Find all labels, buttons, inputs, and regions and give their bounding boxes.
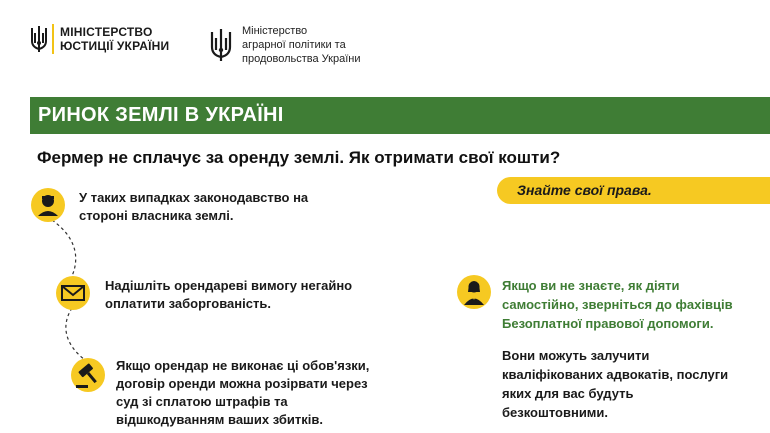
rights-pill-text: Знайте свої права. bbox=[517, 182, 652, 198]
right-black-line4: безкоштовними. bbox=[502, 405, 609, 420]
lawyers-info-text bbox=[502, 346, 762, 422]
logo1-line2: ЮСТИЦІЇ УКРАЇНИ bbox=[60, 39, 170, 53]
person-icon bbox=[30, 187, 66, 223]
ministry-of-agrarian-policy-logo bbox=[210, 24, 360, 66]
logo1-line1: МІНІСТЕРСТВО bbox=[60, 25, 153, 39]
right-black-line1: Вони можуть залучити bbox=[502, 348, 650, 363]
lawyer-icon bbox=[456, 274, 492, 310]
right-green-line3: Безоплатної правової допомоги. bbox=[502, 316, 714, 331]
right-green-line1: Якщо ви не знаєте, як діяти bbox=[502, 278, 680, 293]
envelope-icon bbox=[55, 275, 91, 311]
question-heading: Фермер не сплачує за оренду землі. Як отримати свої кошти? bbox=[37, 148, 561, 167]
step-3-line4: відшкодуванням ваших збитків. bbox=[116, 412, 323, 427]
step-3-line1: Якщо орендар не виконає ці обов'язки, bbox=[116, 358, 370, 373]
ministry-of-agrarian-policy-name bbox=[242, 24, 360, 66]
step-3-line2: договір оренди можна розірвати через bbox=[116, 376, 368, 391]
trident-icon bbox=[210, 28, 232, 62]
logo2-line3: продовольства України bbox=[242, 53, 361, 65]
step-3-text bbox=[116, 357, 406, 429]
right-green-line2: самостійно, зверніться до фахівців bbox=[502, 297, 733, 312]
step-1-text bbox=[79, 189, 349, 225]
free-legal-aid-text bbox=[502, 276, 762, 333]
rights-pill bbox=[497, 177, 770, 204]
step-2-line1: Надішліть орендареві вимогу негайно bbox=[105, 278, 353, 293]
logo2-line2: аграрної політики та bbox=[242, 39, 346, 51]
step-2-line2: оплатити заборгованість. bbox=[105, 296, 271, 311]
logo2-line1: Міністерство bbox=[242, 25, 308, 37]
right-black-line2: кваліфікованих адвокатів, послуги bbox=[502, 367, 729, 382]
step-1-line1: У таких випадках законодавство на bbox=[79, 190, 309, 205]
step-1-line2: стороні власника землі. bbox=[79, 208, 234, 223]
banner-title: РИНОК ЗЕМЛІ В УКРАЇНІ bbox=[38, 104, 284, 126]
step-2-text bbox=[105, 277, 375, 313]
step-3-line3: суд зі сплатою штрафів та bbox=[116, 394, 288, 409]
right-black-line3: яких для вас будуть bbox=[502, 386, 634, 401]
gavel-icon bbox=[70, 357, 106, 393]
